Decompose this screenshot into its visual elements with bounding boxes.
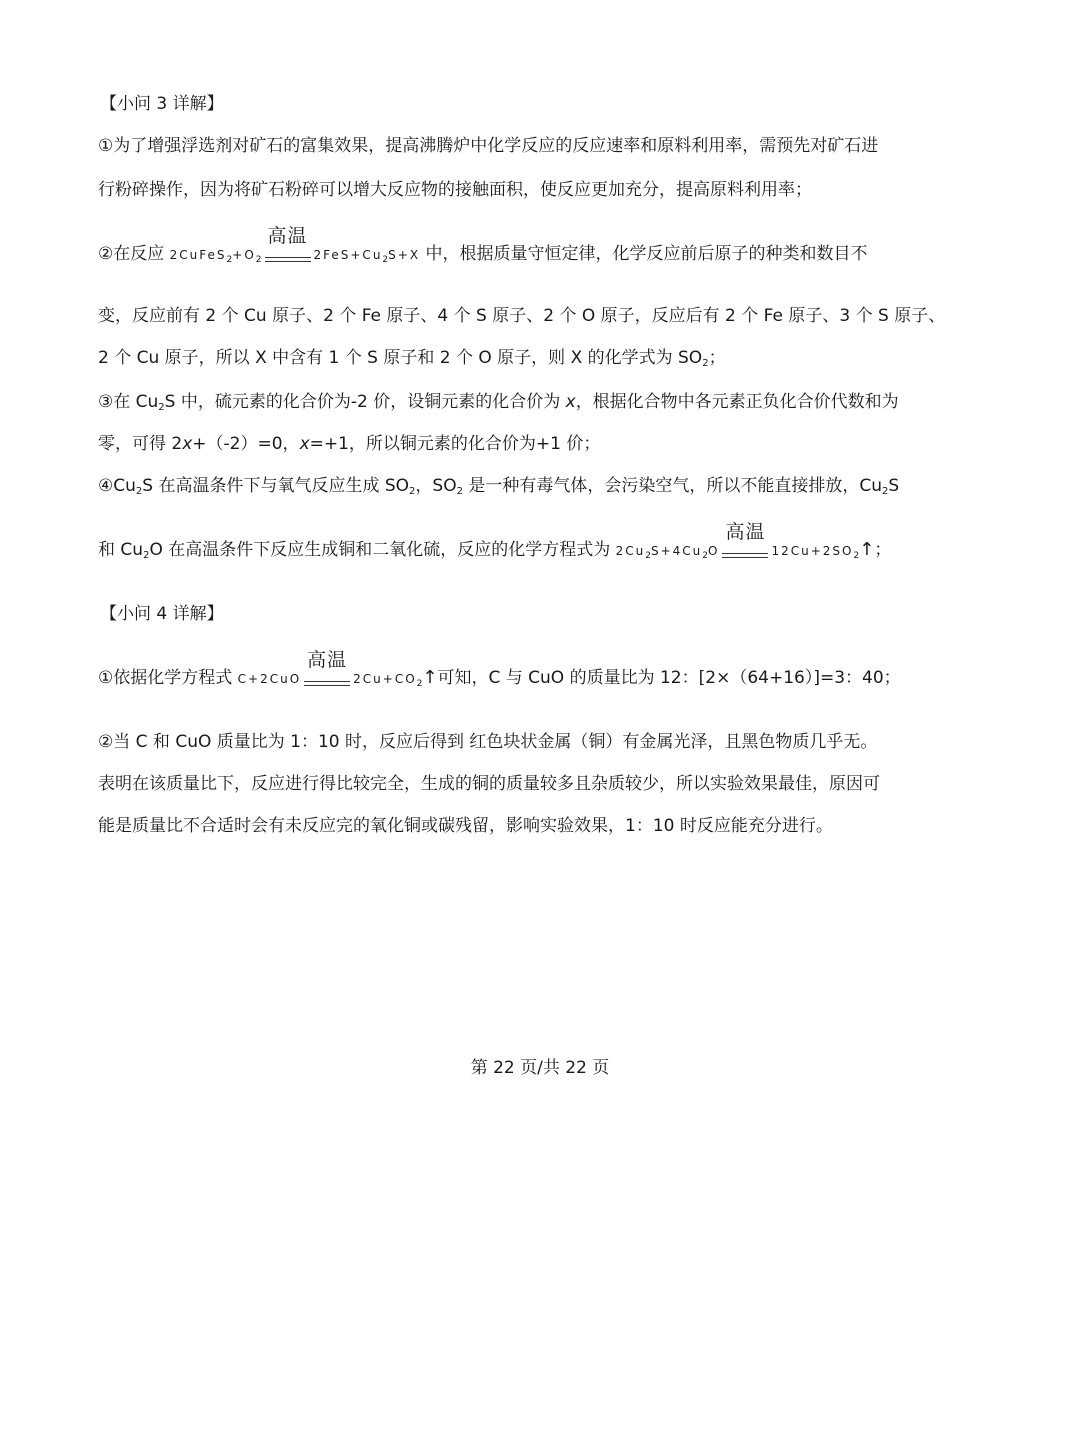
q4-para2-line3: 能是质量比不合适时会有未反应完的氧化铜或碳残留，影响实验效果，1：10 时反应能充分进行。 — [98, 816, 833, 836]
gas-arrow-icon: ↑ — [859, 539, 875, 560]
q3-para2-line1: ②在反应 $2CuFeS_2+O_2$ 高温 $2FeS+Cu_2S+X$ 中，根据质量守恒定律，化学反应前后原子的种类和数目不 — [98, 242, 982, 269]
q4-heading: 【小问 4 详解】 — [100, 604, 224, 624]
q3-para3-line1: ③在 Cu2S 中，硫元素的化合价为-2 价，设铜元素的化合价为 x，根据化合物中各元素正负化合价代数和为 — [98, 392, 899, 413]
equation-2: $2Cu_2S+4Cu_2O$ — [615, 544, 720, 561]
page-footer — [0, 1056, 1080, 1080]
q4-para2-line1: ②当 C 和 CuO 质量比为 1：10 时，反应后得到 红色块状金属（铜）有金属光泽，且黑色物质几乎无。 — [98, 732, 878, 752]
equation-3-condition: 高温 — [304, 669, 350, 693]
q3-para2-line3: 2 个 Cu 原子，所以 X 中含有 1 个 S 原子和 2 个 O 原子，则 X 的化学式为 SO2； — [98, 348, 726, 369]
q4-para1: ①依据化学方程式 C+2CuO 高温 $2Cu+CO_2↑$可知，C 与 CuO 的质量比为 12：[2×（64+16）]=3：40； — [98, 666, 982, 693]
q3-para4-line2: 和 Cu2O 在高温条件下反应生成铜和二氧化硫，反应的化学方程式为 $2Cu_2S+4Cu_2O$ 高温 $12Cu+2SO_2↑$； — [98, 538, 982, 565]
q3-heading: 【小问 3 详解】 — [100, 94, 224, 114]
q3-para4-line1: ④Cu2S 在高温条件下与氧气反应生成 SO2，SO2 是一种有毒气体，会污染空气，所以不能直接排放，Cu2S — [98, 476, 900, 497]
q3-para3-line2: 零，可得 2x+（-2）=0，x=+1，所以铜元素的化合价为+1 价； — [98, 434, 601, 454]
equation-2-condition: 高温 — [722, 541, 768, 565]
q3-para1-line2: 行粉碎操作，因为将矿石粉碎可以增大反应物的接触面积，使反应更加充分，提高原料利用率； — [98, 180, 812, 200]
q3-para2-prefix: ②在反应 — [98, 244, 165, 264]
q3-para2-line2: 变，反应前有 2 个 Cu 原子、2 个 Fe 原子、4 个 S 原子、2 个 O 原子，反应后有 2 个 Fe 原子、3 个 S 原子、 — [98, 306, 946, 326]
q3-para1-line1: ①为了增强浮选剂对矿石的富集效果，提高沸腾炉中化学反应的反应速率和原料利用率，需预先对矿石进 — [98, 136, 879, 156]
equation-1-condition: 高温 — [265, 245, 311, 269]
q3-para2-suffix: 中，根据质量守恒定律，化学反应前后原子的种类和数目不 — [420, 244, 868, 264]
q4-para2-line2: 表明在该质量比下，反应进行得比较完全，生成的铜的质量较多且杂质较少，所以实验效果最佳，原因可 — [98, 774, 880, 794]
page-number: 第 22 页/共 22 页 — [470, 1058, 610, 1078]
equation-1: $2CuFeS_2+O_2$ — [169, 248, 262, 265]
equation-3: C+2CuO — [237, 672, 302, 686]
gas-arrow-icon: ↑ — [422, 667, 438, 688]
